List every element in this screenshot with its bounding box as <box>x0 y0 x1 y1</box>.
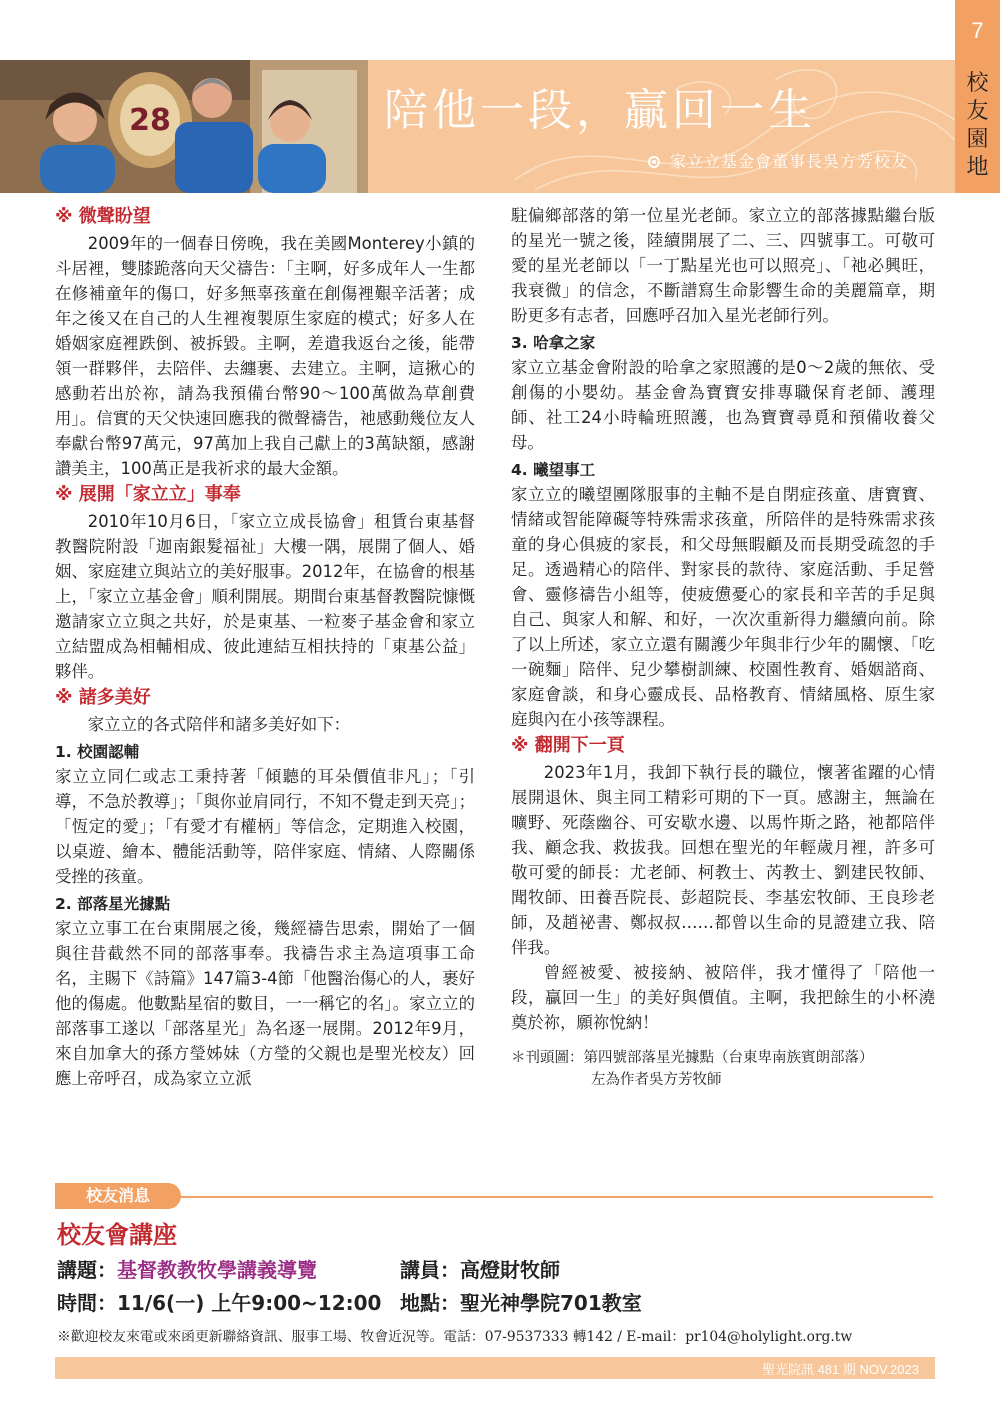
article-byline <box>648 149 908 172</box>
paragraph: 曾經被愛、被接納、被陪伴，我才懂得了「陪他一段，贏回一生」的美好與價值。主啊，我把餘生的小杯澆奠於祢，願祢悅納！ <box>511 963 935 1032</box>
paragraph: 駐偏鄉部落的第一位星光老師。家立立的部落據點繼台版的星光一號之後，陸續開展了二、三、四號事工。可敬可愛的星光老師以「一丁點星光也可以照亮」、「祂必興旺，我衰微」的信念，不斷譜寫生命影響生命的美麗篇章，期盼更多有志者，回應呼召加入星光老師行列。 <box>511 206 935 325</box>
news-tag: 校友消息 <box>55 1183 181 1209</box>
paragraph: 2023年1月，我卸下執行長的職位，懷著雀躍的心情展開退休、與主同工精彩可期的下一頁。感謝主，無論在曠野、死蔭幽谷、可安歇水邊、以馬忤斯之路，祂都陪伴我、顧念我、救拔我。回想在聖光的年輕歲月裡，許多可敬可愛的師長：尤老師、柯教士、芮教士、劉建民牧師、聞牧師、田養吾院長、彭超院長、李基宏牧師、王良珍老師，及趙祕書、鄭叔叔……都曾以生命的見證建立我、陪伴我。 <box>511 763 935 957</box>
topic-label: 講題： <box>57 1258 117 1282</box>
caption-line: ＊刊頭圖：第四號部落星光據點（台東卑南族賓朗部落） <box>511 1050 874 1066</box>
section-heading: ※ 翻開下一頁 <box>511 735 625 756</box>
paragraph: 2009年的一個春日傍晚，我在美國Monterey小鎮的斗居裡，雙膝跪落向天父禱告：「主啊，好多成年人一生都在修補童年的傷口，好多無辜孩童在創傷裡艱辛活著；成年之後又在自己的人生裡複製原生家庭的模式；好多人在婚姻家庭裡跌倒、被拆毀。主啊，差遣我返台之後，能帶領一群夥伴，去陪伴、去纏裹、去建立。主啊，這揪心的感動若出於祢，請為我預備台幣90～100萬做為草創費用」。信實的天父快速回應我的微聲禱告，祂感動幾位友人奉獻台幣97萬元，97萬加上我自己獻上的3萬缺額，感謝讚美主，100萬正是我祈求的最大金額。 <box>55 234 475 478</box>
photo-illustration <box>0 60 368 193</box>
section-heading: ※ 展開「家立立」事奉 <box>55 484 241 505</box>
item-heading: 2. 部落星光據點 <box>55 895 171 913</box>
photo-badge-number: 28 <box>129 103 171 138</box>
page-number: 7 <box>971 18 984 43</box>
item-heading: 4. 曦望事工 <box>511 461 596 479</box>
section-tab <box>955 0 1000 193</box>
divider <box>181 1196 933 1198</box>
byline-text: 家立立基金會董事長吳方芳校友 <box>670 152 909 171</box>
paragraph: 家立立的曦望團隊服事的主軸不是自閉症孩童、唐寶寶、情緒或智能障礙等特殊需求孩童，所陪伴的是特殊需求孩童的身心俱疲的家長，和父母無暇顧及而長期受疏忽的手足。透過精心的陪伴、對家長的款待、家庭活動、手足營會、靈修禱告小組等，使疲憊憂心的家長和辛苦的手足與自己、與家人和解、和好，一次次重新得力繼續向前。除了以上所述，家立立還有關護少年與非行少年的關懷、「吃一碗麵」陪伴、兒少攀樹訓練、校園性教育、婚姻諮商、家庭會談，和身心靈成長、品格教育、情緒風格、原生家庭與內在小孩等課程。 <box>511 485 935 729</box>
article-column-right <box>511 203 935 1091</box>
header-photo <box>0 60 368 193</box>
item-heading: 3. 哈拿之家 <box>511 334 596 352</box>
paragraph: 家立立基金會附設的哈拿之家照護的是0～2歲的無依、受創傷的小嬰幼。基金會為寶寶安排專職保育老師、護理師、社工24小時輪班照護，也為寶寶尋覓和預備收養父母。 <box>511 358 935 452</box>
lecture-time: 時間：11/6(一) 上午9:00~12:00 <box>57 1291 382 1315</box>
paragraph: 家立立的各式陪伴和諸多美好如下： <box>87 715 351 734</box>
caption-line: 左為作者吳方芳牧師 <box>591 1072 722 1088</box>
lecture-speaker: 講員：高燈財牧師 <box>400 1258 560 1282</box>
lecture-topic <box>57 1254 317 1283</box>
paragraph: 家立立事工在台東開展之後，幾經禱告思索，開始了一個與往昔截然不同的部落事奉。我禱告求主為這項事工命名，主賜下《詩篇》147篇3-4節「他醫治傷心的人，裹好他的傷處。他數點星宿的數目，一一稱它的名」。家立立的部落事工遂以「部落星光」為名逐一展開。2012年9月，來自加拿大的孫方瑩姊妹（方瑩的父親也是聖光校友）回應上帝呼召，成為家立立派 <box>55 919 475 1088</box>
section-label <box>955 70 1000 182</box>
footer-bar <box>55 1357 935 1379</box>
article-column-left <box>55 203 475 1091</box>
section-heading: ※ 微聲盼望 <box>55 206 151 227</box>
contact-note: ※歡迎校友來電或來函更新聯絡資訊、服事工場、牧會近況等。電話：07-9537333 轉142 / E-mail：pr104@holylight.org.tw <box>57 1329 853 1345</box>
item-heading: 1. 校園認輔 <box>55 743 140 761</box>
news-heading: 校友會講座 <box>57 1221 177 1249</box>
photo-caption <box>511 1047 935 1091</box>
paragraph: 2010年10月6日，「家立立成長協會」租賃台東基督教醫院附設「迦南銀髮福祉」大樓一隅，展開了個人、婚姻、家庭建立與站立的美好服事。2012年，在協會的根基上，「家立立基金會」順利開展。期間台東基督教醫院慷慨邀請家立立與之共好，於是東基、一粒麥子基金會和家立立結盟成為相輔相成、彼此連結互相扶持的「東基公益」夥伴。 <box>55 512 475 681</box>
topic-value: 基督教教牧學講義導覽 <box>117 1258 317 1282</box>
bullet-icon <box>648 156 660 168</box>
article-title: 陪他一段，贏回一生 <box>384 85 816 136</box>
paragraph: 家立立同仁或志工秉持著「傾聽的耳朵價值非凡」；「引導，不急於教導」；「與你並肩同行，不知不覺走到天亮」；「恆定的愛」；「有愛才有權柄」等信念，定期進入校園，以桌遊、繪本、體能活動等，陪伴家庭、情緒、人際關係受挫的孩童。 <box>55 767 475 886</box>
issue-info: 聖光院訊 481 期 NOV.2023 <box>761 1362 919 1377</box>
section-label-text: 校友園地 <box>966 71 989 180</box>
section-heading: ※ 諸多美好 <box>55 687 151 708</box>
lecture-place: 地點：聖光神學院701教室 <box>400 1291 642 1315</box>
